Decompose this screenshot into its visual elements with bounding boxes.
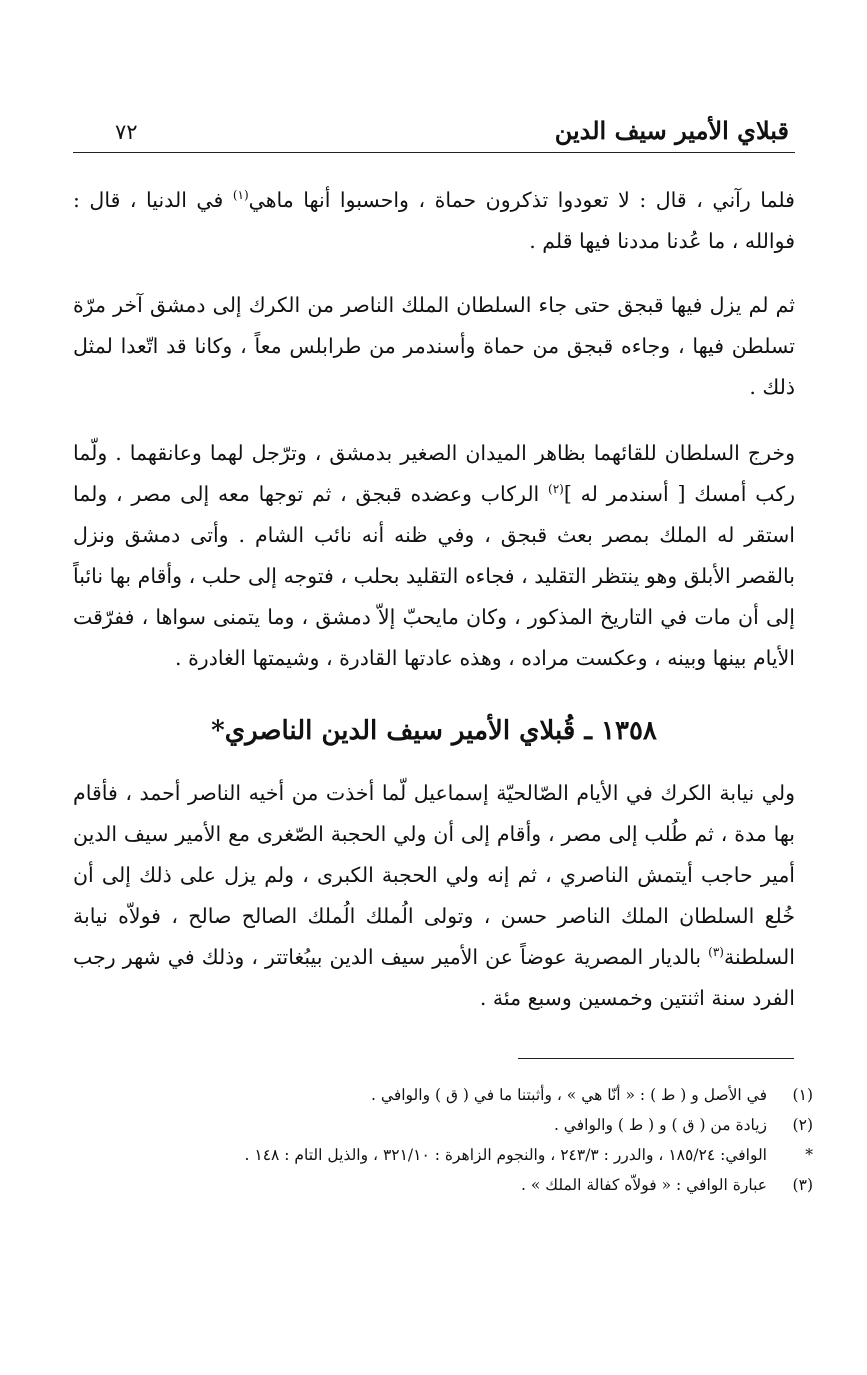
footnote [73, 1080, 813, 1110]
footnote-text: الوافي: ١٨٥/٢٤ ، والدرر : ٢٤٣/٣ ، والنجوم الزاهرة : ٣٢١/١٠ ، والذيل التام : ١٤٨ . [244, 1146, 767, 1164]
text-run: في الدنيا ، قال : فوالله ، ما عُدنا مددنا فيها قلم . [73, 188, 795, 253]
footnote-marker: * [805, 1146, 813, 1164]
footnote-text: عبارة الوافي : « فولاّه كفالة الملك » . [521, 1176, 767, 1194]
paragraph-text [73, 773, 795, 1019]
text-run: ثم لم يزل فيها قبجق حتى جاء السلطان الملك الناصر من الكرك إلى دمشق آخر مرّة تسلطن فيها ، وجاءه قبجق من حماة وأسندمر من طرابلس معاً ، وكانا قد اتّعدا لمثل ذلك . [73, 293, 795, 399]
page-number: ٧٢ [115, 120, 138, 144]
footnote-marker: (١) [792, 1086, 813, 1104]
footnote-divider [518, 1058, 794, 1059]
paragraph-1 [73, 180, 795, 262]
paragraph-2 [73, 285, 795, 408]
running-title: قبلاي الأمير سيف الدين [554, 116, 789, 145]
footnote-text: في الأصل و ( ط ) : « أنّا هي » ، وأثبتنا ما في ( ق ) والوافي . [371, 1086, 767, 1104]
footnote [73, 1140, 813, 1170]
paragraph-text [73, 285, 795, 408]
footnote-ref-3: (٣) [708, 945, 724, 960]
text-run: ولي نيابة الكرك في الأيام الصّالحيّة إسماعيل لّما أخذت من أخيه الناصر أحمد ، فأقام بها مدة ، ثم طُلب إلى مصر ، وأقام إلى أن ولي الحجبة الصّغرى مع الأمير سيف الدين أمير حاجب أيتمش الناصري ، ثم إنه ولي الحجبة الكبرى ، ولم يزل على ذلك إلى أن خُلع السلطان الملك الناصر حسن ، وتولى الُملك الُملك الصالح صالح ، فولاّه نيابة السلطنة [73, 781, 795, 969]
text-run: فلما رآني ، قال : لا تعودوا تذكرون حماة ، واحسبوا أنها ماهي [248, 188, 795, 212]
running-header [73, 114, 795, 153]
footnote-marker: (٣) [792, 1176, 813, 1194]
text-run: بالديار المصرية عوضاً عن الأمير سيف الدين بيبُغاتتر ، وذلك في شهر رجب الفرد سنة اثنتين وخمسين وسبع مئة . [73, 945, 795, 1010]
section-heading: ١٣٥٨ ـ قُبلاي الأمير سيف الدين الناصري* [211, 716, 657, 746]
section-paragraph [73, 773, 795, 1019]
paragraph-text [73, 433, 795, 679]
text-run: الركاب وعضده قبجق ، ثم توجها معه إلى مصر ، ولما استقر له الملك بمصر بعث قبجق ، وفي ظنه أنه نائب الشام . وأتى دمشق ونزل بالقصر الأبلق وهو ينتظر التقليد ، فجاءه التقليد بحلب ، فتوجه إلى حلب ، وأقام بها نائباً إلى أن مات في التاريخ المذكور ، وكان مايحبّ إلاّ دمشق ، وما يتمنى سواها ، ففرّقت الأيام بينها وبينه ، وعكست مراده ، وهذه عادتها القادرة ، وشيمتها الغادرة . [73, 482, 795, 670]
footnote-ref-1: (١) [232, 188, 249, 203]
footnotes [73, 1080, 813, 1200]
footnote [73, 1170, 813, 1200]
footnote-text: زيادة من ( ق ) و ( ط ) والوافي . [553, 1116, 767, 1134]
paragraph-text [73, 180, 795, 262]
text-run: وخرج السلطان للقائهما بظاهر الميدان الصغير بدمشق ، وترّجل لهما وعانقهما . ولّما ركب أمسك [ أسندمر له ] [73, 441, 795, 506]
footnote-marker: (٢) [792, 1116, 813, 1134]
footnote [73, 1110, 813, 1140]
paragraph-3 [73, 433, 795, 679]
footnote-ref-2: (٢) [548, 482, 564, 497]
